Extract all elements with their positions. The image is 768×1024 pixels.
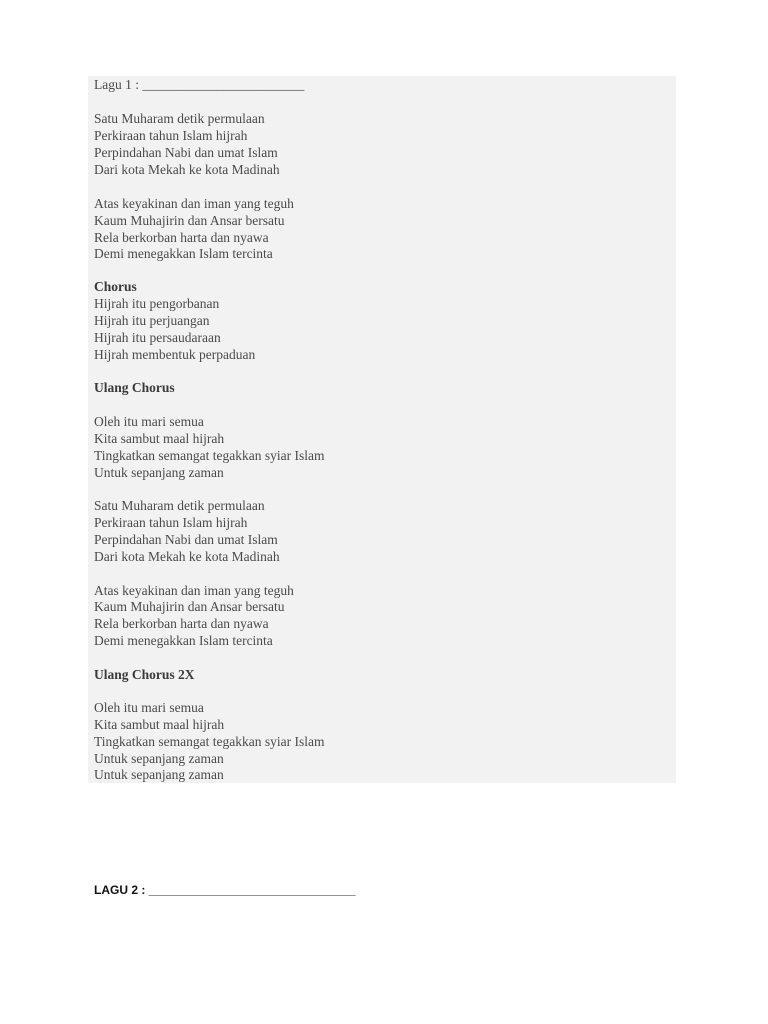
bridge2-line-5: Untuk sepanjang zaman xyxy=(94,767,224,782)
chorus-line-1: Hijrah itu pengorbanan xyxy=(94,296,220,311)
verse2-line-4: Demi menegakkan Islam tercinta xyxy=(94,246,273,261)
song1-title: Lagu 1 : ________________________ xyxy=(94,77,305,92)
bridge2-line-3: Tingkatkan semangat tegakkan syiar Islam xyxy=(94,734,325,749)
verse2-line-1: Atas keyakinan dan iman yang teguh xyxy=(94,196,294,211)
bridge2-line-1: Oleh itu mari semua xyxy=(94,700,204,715)
chorus-line-3: Hijrah itu persaudaraan xyxy=(94,330,221,345)
bridge1-line-3: Tingkatkan semangat tegakkan syiar Islam xyxy=(94,448,325,463)
bridge2-line-2: Kita sambut maal hijrah xyxy=(94,717,225,732)
verse1-line-2: Perkiraan tahun Islam hijrah xyxy=(94,128,248,143)
verse4-line-3: Rela berkorban harta dan nyawa xyxy=(94,616,269,631)
verse3-line-2: Perkiraan tahun Islam hijrah xyxy=(94,515,248,530)
verse4-line-2: Kaum Muhajirin dan Ansar bersatu xyxy=(94,599,285,614)
verse1-line-4: Dari kota Mekah ke kota Madinah xyxy=(94,162,280,177)
verse4-line-1: Atas keyakinan dan iman yang teguh xyxy=(94,583,294,598)
verse1-line-1: Satu Muharam detik permulaan xyxy=(94,111,265,126)
verse2-line-2: Kaum Muhajirin dan Ansar bersatu xyxy=(94,213,285,228)
verse3-line-1: Satu Muharam detik permulaan xyxy=(94,498,265,513)
repeat-chorus-2x-heading: Ulang Chorus 2X xyxy=(94,667,195,682)
verse3-line-3: Perpindahan Nabi dan umat Islam xyxy=(94,532,278,547)
bridge1-line-4: Untuk sepanjang zaman xyxy=(94,465,224,480)
bridge1-line-1: Oleh itu mari semua xyxy=(94,414,204,429)
verse4-line-4: Demi menegakkan Islam tercinta xyxy=(94,633,273,648)
song2-title: LAGU 2 : _______________________________ xyxy=(94,883,356,897)
bridge2-line-4: Untuk sepanjang zaman xyxy=(94,751,224,766)
chorus-heading: Chorus xyxy=(94,279,137,294)
chorus-line-4: Hijrah membentuk perpaduan xyxy=(94,347,256,362)
repeat-chorus-heading: Ulang Chorus xyxy=(94,380,175,395)
verse3-line-4: Dari kota Mekah ke kota Madinah xyxy=(94,549,280,564)
bridge1-line-2: Kita sambut maal hijrah xyxy=(94,431,225,446)
verse1-line-3: Perpindahan Nabi dan umat Islam xyxy=(94,145,278,160)
chorus-line-2: Hijrah itu perjuangan xyxy=(94,313,210,328)
verse2-line-3: Rela berkorban harta dan nyawa xyxy=(94,230,269,245)
